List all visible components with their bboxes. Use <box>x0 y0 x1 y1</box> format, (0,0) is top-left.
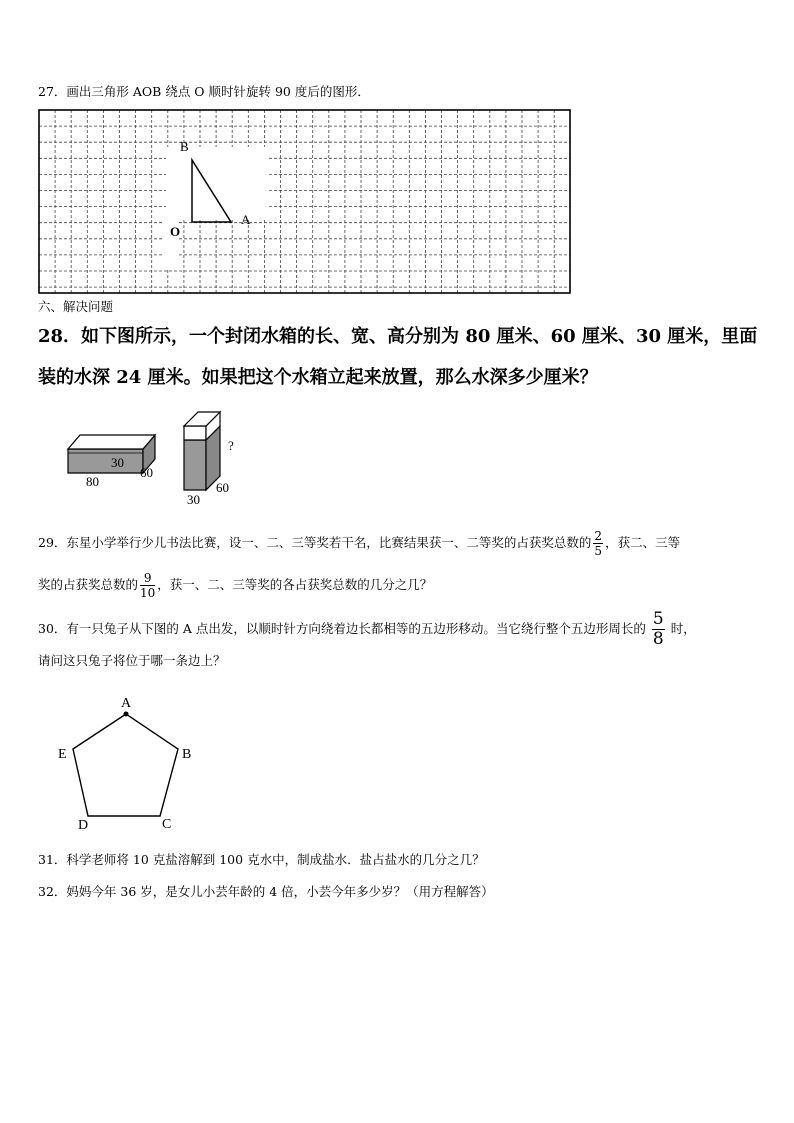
label-b: B <box>180 139 189 154</box>
water-tank-standing <box>178 402 248 508</box>
question-29-line1: 29．东星小学举行少儿书法比赛，设一、二、三等奖若干名，比赛结果获一、二等奖的占获奖总数的 $\frac{2}{5}$ ，获二、三等 <box>38 528 681 558</box>
fraction-9-10: $\frac{9}{10}$ <box>140 570 156 600</box>
pentagon-figure <box>50 692 210 834</box>
label-30b: 30 <box>187 492 200 507</box>
vertex-e: E <box>58 747 67 762</box>
question-27: 27．画出三角形 AOB 绕点 O 顺时针旋转 90 度后的图形． <box>38 84 370 99</box>
question-29-line2: 奖的占获奖总数的 $\frac{9}{10}$ ，获一、二、三等奖的各占获奖总数的几分之几？ <box>38 570 433 600</box>
water-tank-lying <box>60 425 170 495</box>
label-question: ? <box>228 438 234 453</box>
fraction-2-5: $\frac{2}{5}$ <box>594 528 603 558</box>
vertex-a: A <box>121 696 132 711</box>
label-a: A <box>241 212 251 227</box>
label-30: 30 <box>111 455 124 470</box>
question-30-line2: 请问这只兔子将位于哪一条边上？ <box>38 653 226 668</box>
label-o: O <box>170 224 181 239</box>
label-60: 60 <box>140 465 153 480</box>
question-30-line1: 30．有一只兔子从下图的 A 点出发，以顺时针方向绕着边长都相等的五边形移动。当它绕行整个五边形周长的 $\frac{5}{8}$ 时， <box>38 608 696 649</box>
label-60b: 60 <box>216 480 229 495</box>
vertex-d: D <box>78 818 89 833</box>
label-80: 80 <box>86 474 99 489</box>
vertex-b: B <box>182 747 192 762</box>
grid-figure <box>38 109 572 295</box>
question-31: 31．科学老师将 10 克盐溶解到 100 克水中，制成盐水．盐占盐水的几分之几？ <box>38 852 485 867</box>
question-28-line1: 28．如下图所示，一个封闭水箱的长、宽、高分别为 80 厘米、60 厘米、30 厘米，里面 <box>38 326 758 347</box>
fraction-5-8: $\frac{5}{8}$ <box>652 608 664 649</box>
question-28-line2: 装的水深 24 厘米。如果把这个水箱立起来放置，那么水深多少厘米？ <box>38 367 598 388</box>
vertex-c: C <box>162 817 172 832</box>
section-heading: 六、解决问题 <box>38 299 114 314</box>
question-32: 32．妈妈今年 36 岁，是女儿小芸年龄的 4 倍，小芸今年多少岁？（用方程解答） <box>38 884 494 899</box>
